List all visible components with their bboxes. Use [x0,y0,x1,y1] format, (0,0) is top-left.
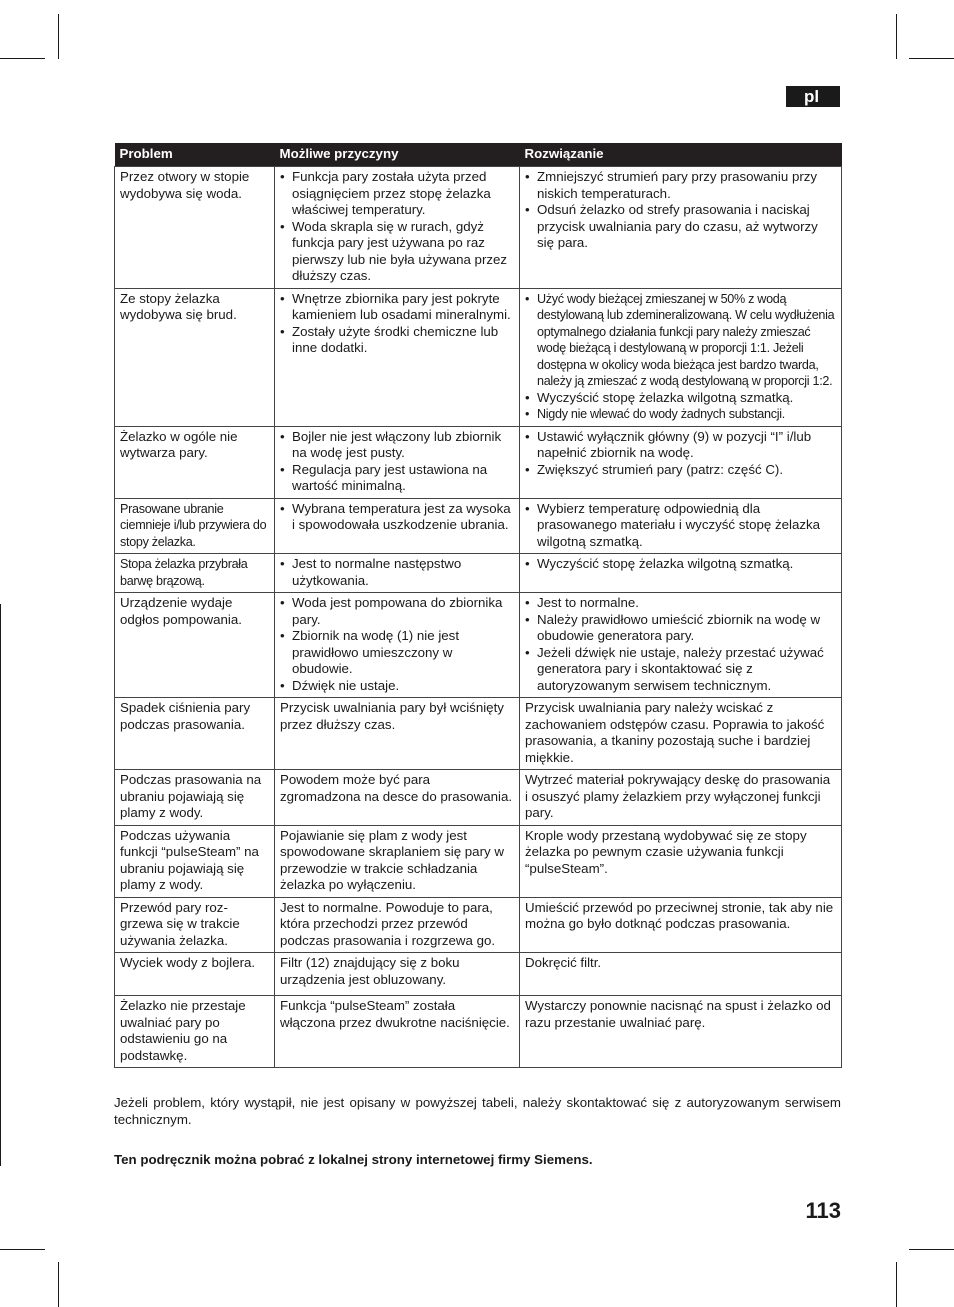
cause-item: • Bojler nie jest włączony lub zbiornik na wodę jest pusty. [280,429,514,462]
solution-cell: Krople wody przestaną wydobywać się ze stopy żelazka po pewnym czasie używania funkcji “pulseSteam”. [520,825,842,897]
solution-cell: Przycisk uwalniania pary należy wciskać z zachowaniem odstępów czasu. Poprawia to jakość prasowania, a tkaniny pozostają suche i bardziej miękkie. [520,698,842,770]
cause-item: • Wybrana temperatura jest za wysoka i spowodowała uszkodzenie ubrania. [280,501,514,534]
solution-cell [520,167,842,289]
causes-cell [275,593,520,698]
problem-cell: Żelazko nie przestaje uwalniać pary po odstawieniu go na podstawkę. [115,996,275,1068]
problem-cell: Przez otwory w stopie wydobywa się woda. [115,167,275,289]
cause-item: • Regulacja pary jest ustawiona na wartość minimalną. [280,462,514,495]
problem-cell: Prasowane ubranie ciemnieje i/lub przywiera do stopy żelazka. [115,498,275,554]
solution-item: • Odsuń żelazko od strefy prasowania i naciskaj przycisk uwalniania pary do czasu, aż wytworzy się para. [525,202,836,252]
solution-item: • Wyczyścić stopę żelazka wilgotną szmatką. [525,556,836,573]
solution-item: • Zwiększyć strumień pary (patrz: część C). [525,462,836,479]
margin-rule [0,604,1,1166]
table-row [115,498,842,554]
solution-cell [520,554,842,593]
table-row [115,996,842,1068]
problem-cell: Żelazko w ogóle nie wytwarza pary. [115,426,275,498]
crop-mark [58,14,59,59]
header-causes: Możliwe przyczyny [275,143,520,167]
causes-cell [275,426,520,498]
problem-cell: Podczas prasowania na ubraniu pojawiają się plamy z wody. [115,770,275,826]
table-row [115,426,842,498]
solution-item: • Jest to normalne. [525,595,836,612]
solution-item: • Wyczyścić stopę żelazka wilgotną szmatką. [525,390,836,407]
solution-item: • Wybierz temperaturę odpowiednią dla prasowanego materiału i wyczyść stopę żelazka wilgotną szmatką. [525,501,836,551]
solution-cell [520,288,842,426]
problem-cell: Wyciek wody z bojlera. [115,953,275,996]
solution-item: • Należy prawidłowo umieścić zbiornik na wodę w obudowie generatora pary. [525,612,836,645]
header-solution: Rozwiązanie [520,143,842,167]
cause-item: • Jest to normalne następstwo użytkowania. [280,556,514,589]
causes-cell: Funkcja “pulseSteam” została włączona przez dwukrotne naciśnięcie. [275,996,520,1068]
causes-cell [275,288,520,426]
table-row [115,593,842,698]
crop-mark [58,1262,59,1307]
problem-cell: Stopa żelazka przybrała barwę brązową. [115,554,275,593]
crop-mark [909,58,954,59]
table-row [115,698,842,770]
causes-cell: Przycisk uwalniania pary był wciśnięty przez dłuższy czas. [275,698,520,770]
solution-cell [520,498,842,554]
solution-cell [520,593,842,698]
solution-cell: Wytrzeć materiał pokrywający deskę do prasowania i osuszyć plamy żelazkiem przy wyłączonej funkcji pary. [520,770,842,826]
solution-item: • Zmniejszyć strumień pary przy prasowaniu przy niskich temperaturach. [525,169,836,202]
table-header-row [115,143,842,167]
table-row [115,554,842,593]
problem-cell: Przewód pary roz-grzewa się w trakcie używania żelazka. [115,897,275,953]
solution-item: • Nigdy nie wlewać do wody żadnych substancji. [525,406,836,423]
table-row [115,288,842,426]
crop-mark [0,1249,45,1250]
table-row [115,825,842,897]
problem-cell: Spadek ciśnienia pary podczas prasowania. [115,698,275,770]
crop-mark [909,1249,954,1250]
table-row [115,770,842,826]
table-row [115,167,842,289]
causes-cell: Filtr (12) znajdujący się z boku urządzenia jest obluzowany. [275,953,520,996]
causes-cell: Jest to normalne. Powoduje to para, która przechodzi przez przewód podczas prasowania i rozgrzewa go. [275,897,520,953]
solution-item: • Ustawić wyłącznik główny (9) w pozycji “I” i/lub napełnić zbiornik na wodę. [525,429,836,462]
crop-mark [896,1262,897,1307]
causes-cell: Pojawianie się plam z wody jest spowodowane skraplaniem się pary w przewodzie w trakcie schładzania żelazka po wyłączeniu. [275,825,520,897]
language-tab: pl [786,86,840,107]
causes-cell: Powodem może być para zgromadzona na desce do prasowania. [275,770,520,826]
crop-mark [0,58,45,59]
cause-item: • Zostały użyte środki chemiczne lub inne dodatki. [280,324,514,357]
solution-item: • Użyć wody bieżącej zmieszanej w 50% z wodą destylowaną lub zdemineralizowaną. W celu wydłużenia optymalnego działania funkcji pary należy zmieszać wodę bieżącą i destylowaną w proporcji 1:1. Jeżeli dostępna w okolicy woda bieżąca jest bardzo twarda, należy ją zmieszać z wodą destylowaną w proporcji 1:2. [525,291,836,390]
cause-item: • Dźwięk nie ustaje. [280,678,514,695]
troubleshooting-table [114,143,842,1068]
solution-cell: Umieścić przewód po przeciwnej stronie, tak aby nie można go było dotknąć podczas prasowania. [520,897,842,953]
solution-item: • Jeżeli dźwięk nie ustaje, należy przestać używać generatora pary i skontaktować się z autoryzowanym serwisem technicznym. [525,645,836,695]
cause-item: • Funkcja pary została użyta przed osiągnięciem przez stopę żelazka właściwej temperatury. [280,169,514,219]
problem-cell: Podczas używania funkcji “pulseSteam” na ubraniu pojawiają się plamy z wody. [115,825,275,897]
crop-mark [896,14,897,59]
causes-cell [275,498,520,554]
contact-service-note: Jeżeli problem, który wystąpił, nie jest opisany w powyższej tabeli, należy skontaktować się z autoryzowanym serwisem technicznym. [114,1095,841,1127]
download-note: Ten podręcznik można pobrać z lokalnej strony internetowej firmy Siemens. [114,1152,593,1167]
causes-cell [275,554,520,593]
cause-item: • Zbiornik na wodę (1) nie jest prawidłowo umieszczony w obudowie. [280,628,514,678]
cause-item: • Woda jest pompowana do zbiornika pary. [280,595,514,628]
solution-cell: Dokręcić filtr. [520,953,842,996]
page-number: 113 [805,1198,841,1223]
solution-cell [520,426,842,498]
causes-cell [275,167,520,289]
table-row [115,953,842,996]
cause-item: • Woda skrapla się w rurach, gdyż funkcja pary jest używana po raz pierwszy lub nie była używana przez dłuższy czas. [280,219,514,285]
cause-item: • Wnętrze zbiornika pary jest pokryte kamieniem lub osadami mineralnymi. [280,291,514,324]
problem-cell: Urządzenie wydaje odgłos pompowania. [115,593,275,698]
problem-cell: Ze stopy żelazka wydobywa się brud. [115,288,275,426]
solution-cell: Wystarczy ponownie nacisnąć na spust i żelazko od razu przestanie uwalniać parę. [520,996,842,1068]
header-problem: Problem [115,143,275,167]
table-row [115,897,842,953]
